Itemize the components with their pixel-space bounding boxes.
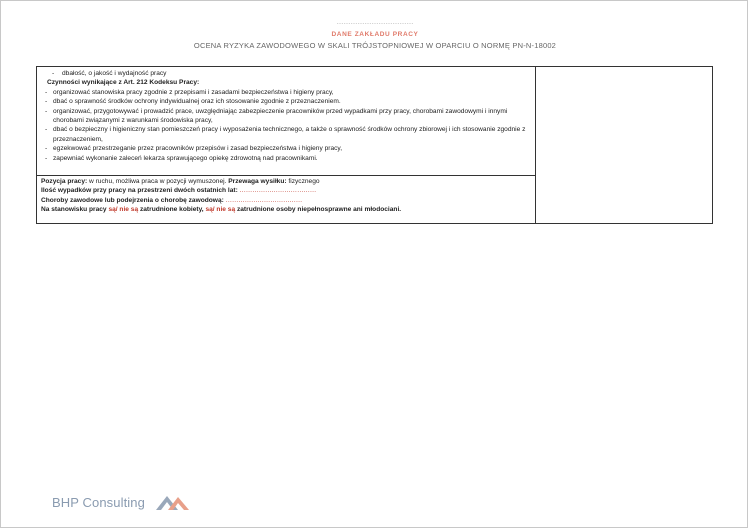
bhp-consulting-logo bbox=[52, 492, 212, 514]
employment-choice-women: są/ nie są bbox=[108, 206, 139, 214]
page-header bbox=[0, 19, 750, 50]
accidents-line bbox=[41, 186, 531, 195]
employment-line bbox=[41, 205, 531, 214]
employment-middle: zatrudnione kobiety, bbox=[138, 206, 206, 214]
list-item: - organizować stanowiska pracy zgodnie z przepisami i zasadami bezpieczeństwa i higieny pracy, bbox=[45, 88, 334, 96]
employment-prefix: Na stanowisku pracy bbox=[41, 206, 109, 214]
dash-bullet: - bbox=[45, 154, 48, 162]
conditions-cell bbox=[41, 177, 531, 215]
column-divider bbox=[535, 67, 536, 223]
list-item: - egzekwować przestrzeganie przez pracowników przepisów i zasad bezpieczeństwa i higieny pracy, bbox=[45, 145, 343, 153]
list-item: - dbać o sprawność środków ochrony indywidualnej oraz ich stosowanie zgodnie z przeznaczeniem. bbox=[45, 98, 341, 106]
dash-bullet: - bbox=[45, 145, 48, 153]
document-subtitle: OCENA RYZYKA ZAWODOWEGO W SKALI TRÓJSTOPNIOWEJ W OPARCIU O NORMĘ PN-N-18002 bbox=[193, 41, 557, 50]
logo-mountain-icon bbox=[154, 492, 194, 512]
dash-bullet: - bbox=[45, 126, 48, 134]
dash-bullet: - bbox=[45, 107, 48, 115]
position-label: Pozycja pracy: bbox=[41, 178, 88, 185]
company-placeholder-dots: …………………………… bbox=[336, 19, 414, 26]
employment-choice-disabled: są/ nie są bbox=[205, 206, 236, 214]
disease-fill-dots: ……………………………… bbox=[223, 196, 303, 204]
effort-label: Przewaga wysiłku: bbox=[228, 178, 287, 185]
employment-suffix: zatrudnione osoby niepełnosprawne ani młodociani. bbox=[235, 206, 402, 214]
accidents-fill-dots: ……………………………… bbox=[237, 187, 317, 195]
disease-label: Choroby zawodowe lub podejrzenia o chorobę zawodową: bbox=[41, 196, 224, 204]
list-item: - dbać o bezpieczny i higieniczny stan pomieszczeń pracy i wyposażenia technicznego, a także o sprawność środków ochrony zbiorowej i ich stosowanie zgodnie z przeznaczeniem, bbox=[45, 126, 526, 143]
duties-cell bbox=[43, 69, 531, 163]
row-divider bbox=[37, 175, 535, 176]
dash-bullet: - bbox=[52, 70, 55, 77]
effort-value: fizycznego bbox=[286, 178, 320, 185]
list-item: - dbałość, o jakość i wydajność pracy bbox=[52, 70, 167, 77]
disease-line bbox=[41, 196, 531, 205]
list-item: - zapewniać wykonanie zaleceń lekarza sprawującego opiekę zdrowotną nad pracownikami. bbox=[45, 154, 318, 162]
company-name: DANE ZAKŁADU PRACY bbox=[331, 31, 419, 38]
work-position-line bbox=[41, 177, 531, 186]
accidents-label: Ilość wypadków przy pracy na przestrzeni dwóch ostatnich lat: bbox=[41, 187, 238, 195]
list-item: - organizować, przygotowywać i prowadzić prace, uwzględniając zabezpieczenie pracowników przed wypadkami przy pracy, chorobami zawodowymi i innymi chorobami związanymi z warunkami środowiska pracy, bbox=[45, 107, 508, 125]
dash-bullet: - bbox=[45, 88, 48, 96]
duties-heading: Czynności wynikające z Art. 212 Kodeksu Pracy: bbox=[47, 79, 200, 87]
logo-text: BHP Consulting bbox=[52, 495, 145, 510]
position-value: w ruchu, możliwa praca w pozycji wymuszonej. bbox=[87, 178, 227, 185]
risk-table bbox=[36, 66, 713, 224]
dash-bullet: - bbox=[45, 98, 48, 106]
